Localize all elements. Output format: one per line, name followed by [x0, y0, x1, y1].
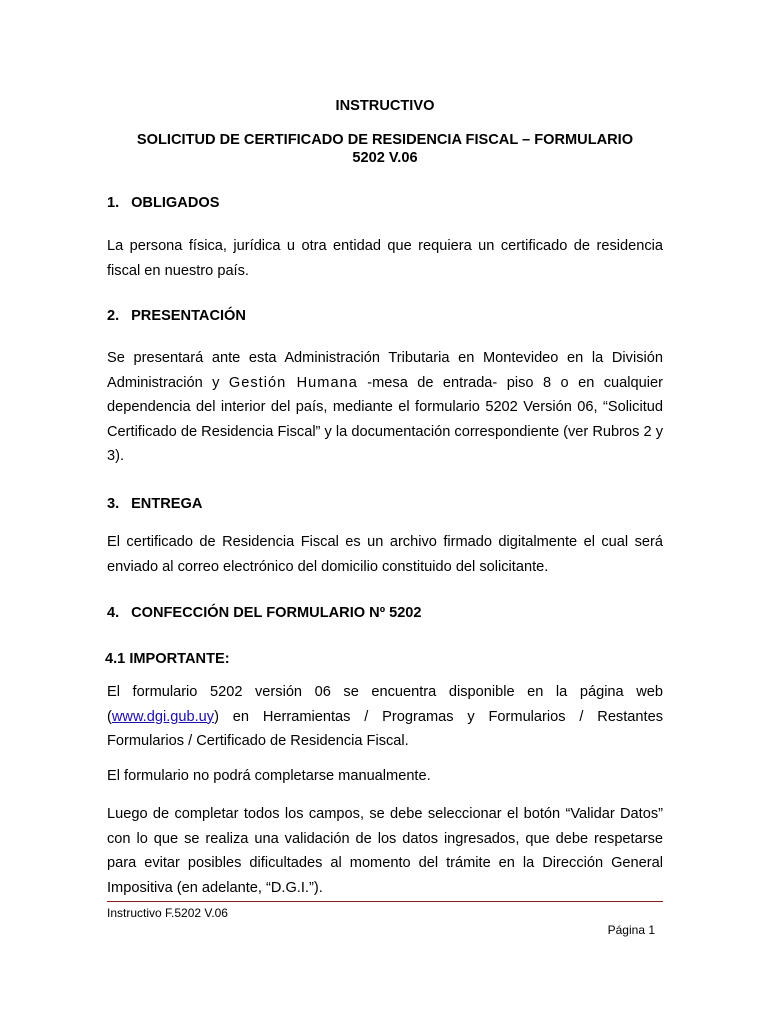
section-4-p1-text-b: ) en Herramientas / Programas y Formularios / Restantes Formularios / Certificado de Residencia Fiscal. — [107, 708, 663, 749]
footer-document-id: Instructivo F.5202 V.06 — [107, 906, 228, 920]
section-1-title: OBLIGADOS — [131, 195, 220, 211]
section-4-paragraph-3: Luego de completar todos los campos, se debe seleccionar el botón “Validar Datos” con lo que se realiza una validación de los datos ingresados, que debe respetarse para evitar posibles dificultades al momento del trámite en la Dirección General Impositiva (en adelante, “D.G.I.”). — [107, 806, 663, 896]
document-title: INSTRUCTIVO — [335, 98, 435, 114]
dgi-website-link[interactable]: www.dgi.gub.uy — [111, 708, 215, 725]
section-1-heading — [107, 195, 219, 211]
section-1-paragraph: La persona física, jurídica u otra entidad que requiera un certificado de residencia fiscal en nuestro país. — [107, 238, 663, 279]
section-2-text-a: Se presentará ante esta Administración Tributaria en Montevideo en la División Administración y — [107, 350, 663, 391]
document-subtitle — [107, 131, 663, 167]
section-2-text-spaced: Gestión Humana — [228, 374, 358, 391]
section-2-heading — [107, 308, 246, 324]
section-3-number: 3. — [107, 496, 120, 512]
footer-page-number: Página 1 — [607, 923, 655, 937]
section-4-p1-text-a: El formulario 5202 versión 06 se encuentra disponible en la página web ( — [107, 684, 663, 725]
section-2-paragraph — [107, 346, 663, 469]
subtitle-line-1: SOLICITUD DE CERTIFICADO DE RESIDENCIA FISCAL – FORMULARIO — [136, 132, 634, 148]
section-2-title: PRESENTACIÓN — [131, 308, 246, 324]
section-4-number: 4. — [107, 605, 120, 621]
section-3-paragraph: El certificado de Residencia Fiscal es un archivo firmado digitalmente el cual será enviado al correo electrónico del domicilio constituido del solicitante. — [107, 534, 663, 575]
section-2-number: 2. — [107, 308, 120, 324]
section-2-text-b: -mesa de entrada- piso 8 o en cualquier dependencia del interior del país, mediante el formulario 5202 Versión 06, “Solicitud Certificado de Residencia Fiscal” y la documentación correspondiente (ver Rubros 2 y 3). — [107, 374, 663, 464]
footer-rule — [107, 901, 663, 902]
section-4-heading — [107, 605, 422, 621]
subtitle-line-2: 5202 V.06 — [352, 150, 418, 166]
section-3-heading — [107, 496, 202, 512]
document-page — [107, 0, 663, 1024]
section-1-number: 1. — [107, 195, 120, 211]
section-4-1-heading: 4.1 IMPORTANTE: — [105, 651, 230, 667]
section-4-paragraph-2: El formulario no podrá completarse manualmente. — [107, 768, 431, 784]
section-4-title: CONFECCIÓN DEL FORMULARIO Nº 5202 — [131, 605, 422, 621]
section-3-title: ENTREGA — [131, 496, 203, 512]
section-4-paragraph-1 — [107, 680, 663, 754]
